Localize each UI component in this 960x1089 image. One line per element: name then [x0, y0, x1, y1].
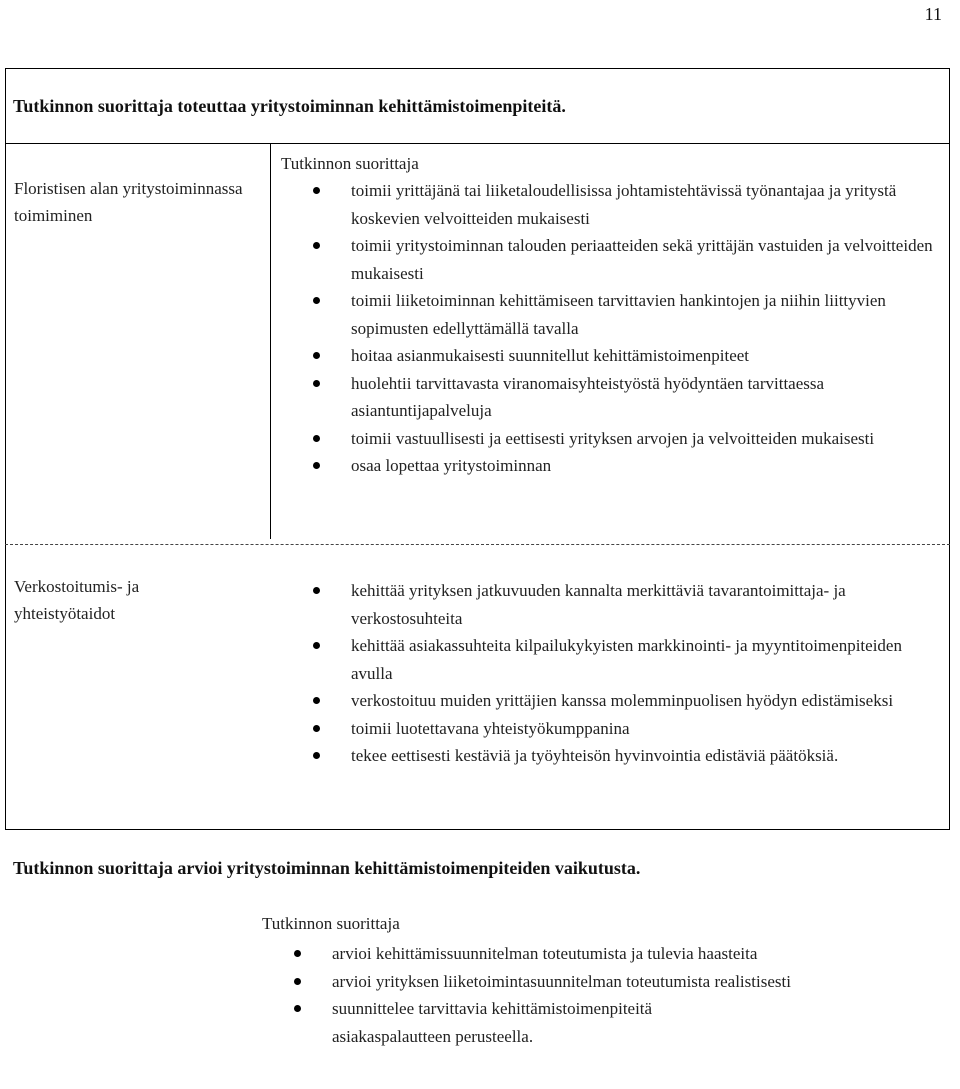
list-item: suunnittelee tarvittavia kehittämistoimenpiteitä asiakaspalautteen perusteella.	[332, 995, 762, 1050]
list-item: arvioi yrityksen liiketoimintasuunnitelman toteutumista realistisesti	[332, 968, 762, 996]
list-item: tekee eettisesti kestäviä ja työyhteisön hyvinvointia edistäviä päätöksiä.	[351, 742, 921, 770]
section-heading-2: Tutkinnon suorittaja arvioi yritystoiminnan kehittämistoimenpiteiden vaikutusta.	[13, 858, 641, 878]
competence-list-networking	[351, 577, 921, 770]
row-divider-dashed	[5, 544, 950, 545]
list-item: arvioi kehittämissuunnitelman toteutumista ja tulevia haasteita	[332, 940, 762, 968]
table-border-top	[5, 68, 950, 69]
table-border-left	[5, 68, 6, 830]
competence-list-business	[351, 177, 941, 480]
list-item: osaa lopettaa yritystoiminnan	[351, 452, 941, 480]
list-item: toimii vastuullisesti ja eettisesti yrityksen arvojen ja velvoitteiden mukaisesti	[351, 425, 941, 453]
list-item: hoitaa asianmukaisesti suunnitellut kehittämistoimenpiteet	[351, 342, 941, 370]
heading-divider	[5, 143, 950, 144]
list-item: verkostoituu muiden yrittäjien kanssa molemminpuolisen hyödyn edistämiseksi	[351, 687, 921, 715]
row-label-networking: Verkostoitumis- ja yhteistyötaidot	[14, 577, 140, 623]
list-item: kehittää yrityksen jatkuvuuden kannalta merkittäviä tavarantoimittaja- ja verkostosuhteita	[351, 577, 921, 632]
list-item: toimii liiketoiminnan kehittämiseen tarvittavien hankintojen ja niihin liittyvien sopimusten edellyttämällä tavalla	[351, 287, 941, 342]
row-label-business: Floristisen alan yritystoiminnassa toimiminen	[14, 179, 243, 225]
list-item: huolehtii tarvittavasta viranomaisyhteistyöstä hyödyntäen tarvittaessa asiantuntijapalveluja	[351, 370, 941, 425]
section-heading-1: Tutkinnon suorittaja toteuttaa yritystoiminnan kehittämistoimenpiteitä.	[13, 96, 566, 116]
list-item: kehittää asiakassuhteita kilpailukykyisten markkinointi- ja myyntitoimenpiteiden avulla	[351, 632, 921, 687]
table-border-bottom	[5, 829, 950, 830]
section2-intro: Tutkinnon suorittaja	[262, 914, 400, 933]
list-item: toimii yrittäjänä tai liiketaloudellisissa johtamistehtävissä työnantajaa ja yritystä koskevien velvoitteiden mukaisesti	[351, 177, 941, 232]
column-divider	[270, 143, 271, 539]
page-number: 11	[924, 4, 942, 24]
row-intro: Tutkinnon suorittaja	[281, 154, 419, 173]
list-item: toimii yritystoiminnan talouden periaatteiden sekä yrittäjän vastuiden ja velvoitteiden mukaisesti	[351, 232, 941, 287]
evaluation-list	[332, 940, 791, 1050]
table-border-right	[949, 68, 950, 830]
list-item: toimii luotettavana yhteistyökumppanina	[351, 715, 921, 743]
